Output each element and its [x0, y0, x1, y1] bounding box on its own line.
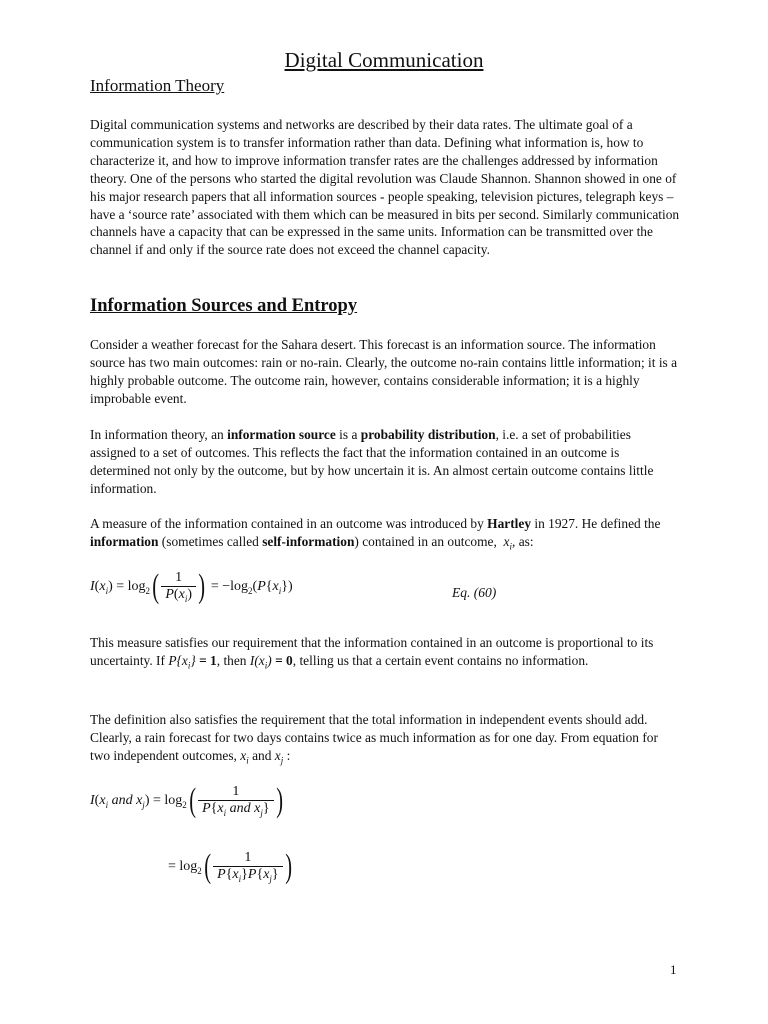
equation-joint-product: = $\log_2$( $\frac{1}{P\{x_i\}P\{x_j\}}$ ) — [168, 848, 292, 885]
equation-joint-information: $I(x_i$ and $x_j) = \log_2$( $\frac{1}{P\{x_i and x_j\}}$ ) — [90, 782, 283, 819]
math-xj: $x_j$ — [274, 747, 284, 766]
math-xi-2: $x_i$ — [240, 747, 249, 766]
math-xi: $x_i$ — [500, 533, 513, 552]
paragraph-uncertainty: This measure satisfies our requirement that the information contained in an outcome is proportional to its uncertainty. If $P\{x_i\} = 1$, then $I(x_i) = 0$, telling us that a certain event contains no information. — [90, 635, 654, 671]
math-p-xi: $P\{x_i\}$ — [168, 652, 196, 671]
document-title: Digital Communication — [284, 48, 484, 72]
paragraph-weather: Consider a weather forecast for the Sahara desert. This forecast is an information source. The information source has two main outcomes: rain or no-rain. Clearly, the outcome no-rain contains little information; it is a highly probable outcome. The outcome rain, however, contains considerable information; it is a highly improbable event. — [90, 337, 678, 406]
paragraph-hartley: A measure of the information contained in an outcome was introduced by Hartley in 1927. He defined the information (sometimes called self-information) contained in an outcome, $x_i$, as: — [90, 516, 661, 552]
math-i-xi: $I(x_i)$ — [249, 652, 272, 671]
paragraph-additivity: The definition also satisfies the requirement that the total information in independent events should add. Clearly, a rain forecast for two days contains twice as much information as for one day. From equation for two independent outcomes, $x_i$ and $x_j$ : — [90, 712, 658, 766]
page-number: 1 — [670, 962, 677, 977]
equation-self-information: $I(x_i) = \log_2$( $\frac{1}{P(x_i)}$ ) = $-\log_2(P\{x_i\})$ — [90, 568, 293, 605]
heading-sources-entropy: Information Sources and Entropy — [90, 296, 358, 316]
equation-label-60: Eq. (60) — [452, 585, 497, 600]
paragraph-definition: In information theory, an information source is a probability distribution, i.e. a set of probabilities assigned to a set of outcomes. This reflects the fact that the information contained in an outcome is determined not only by the outcome, but by how uncertain it is. An almost certain outcome contains little information. — [90, 427, 654, 496]
heading-information-theory: Information Theory — [90, 76, 225, 95]
paragraph-intro: Digital communication systems and networks are described by their data rates. The ultimate goal of a communication system is to transfer information rather than data. Defining what information is, how to characterize it, and how to improve information transfer rates are the challenges addressed by information theory. One of the persons who started the digital revolution was Claude Shannon. Shannon showed in one of his major research papers that all information sources - people speaking, television pictures, telegraph keys – have a ‘source rate’ associated with them which can be measured in bits per second. Similarly communication channels have a capacity that can be expressed in the same units. Information can be transmitted over the channel if and only if the source rate does not exceed the channel capacity. — [90, 117, 680, 258]
